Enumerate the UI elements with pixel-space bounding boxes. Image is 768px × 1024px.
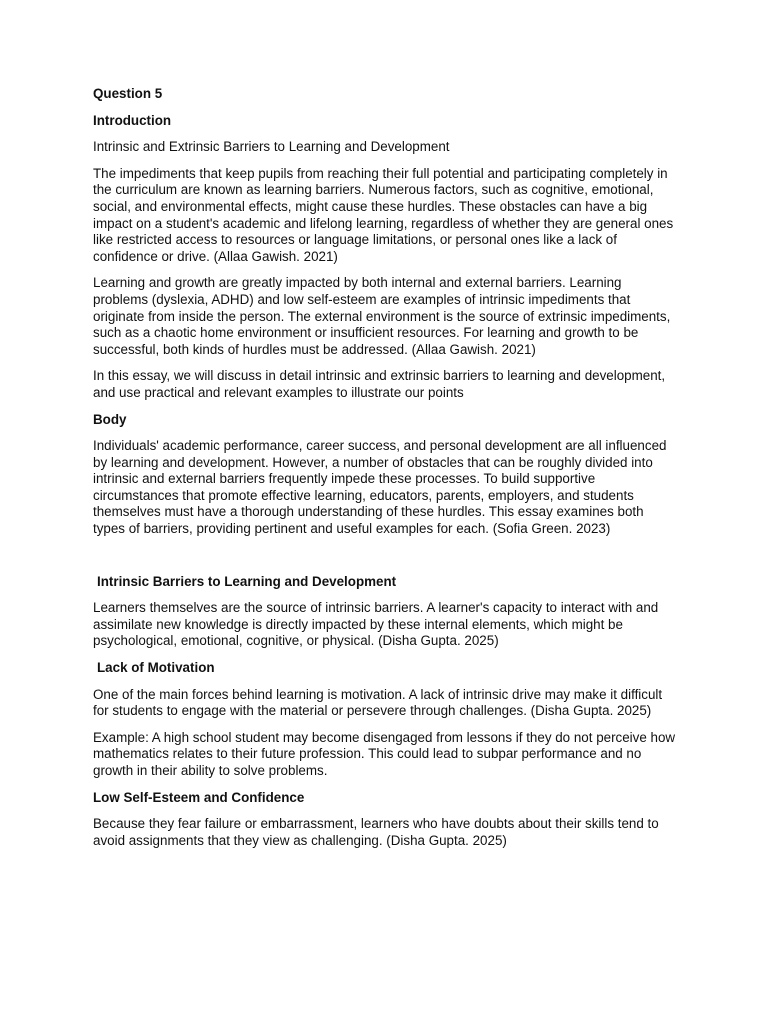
body-heading: Body bbox=[93, 411, 127, 427]
question-number: Question 5 bbox=[93, 86, 163, 101]
essay-title: Intrinsic and Extrinsic Barriers to Learning and Development bbox=[93, 139, 450, 155]
lack-of-motivation-heading: Lack of Motivation bbox=[97, 660, 215, 676]
body-paragraph-1: Individuals' academic performance, career success, and personal development are all influenced by learning and development. However, a number of obstacles that can be roughly divided into intrinsic and external barriers frequently impede these processes. To build supportive circumstances that promote effective learning, educators, parents, employers, and students themselves must have a thorough understanding of these hurdles. This essay examines both types of barriers, providing pertinent and useful examples for each. (Sofia Green. 2023) bbox=[93, 438, 667, 537]
blank-line bbox=[93, 548, 678, 574]
intro-paragraph-1: The impediments that keep pupils from reaching their full potential and participating completely in the curriculum are known as learning barriers. Numerous factors, such as cognitive, emotional, social, and environmental effects, might cause these hurdles. These obstacles can have a big impact on a student's academic and lifelong learning, regardless of whether they are general ones like restricted access to resources or language limitations, or personal ones like a lack of confidence or drive. (Allaa Gawish. 2021) bbox=[93, 165, 674, 264]
introduction-heading: Introduction bbox=[93, 112, 172, 128]
intrinsic-paragraph-1: Learners themselves are the source of intrinsic barriers. A learner's capacity to interact with and assimilate new knowledge is directly impacted by these internal elements, which might be psychological, emotional, cognitive, or physical. (Disha Gupta. 2025) bbox=[93, 600, 659, 649]
document-page bbox=[93, 86, 678, 859]
self-esteem-heading: Low Self-Esteem and Confidence bbox=[93, 789, 305, 805]
intro-paragraph-3: In this essay, we will discuss in detail intrinsic and extrinsic barriers to learning and development, and use practical and relevant examples to illustrate our points bbox=[93, 368, 666, 400]
self-esteem-paragraph: Because they fear failure or embarrassment, learners who have doubts about their skills tend to avoid assignments that they view as challenging. (Disha Gupta. 2025) bbox=[93, 816, 659, 848]
intrinsic-barriers-heading: Intrinsic Barriers to Learning and Development bbox=[97, 573, 397, 589]
motivation-paragraph: One of the main forces behind learning is motivation. A lack of intrinsic drive may make it difficult for students to engage with the material or persevere through challenges. (Disha Gupta. 2025) bbox=[93, 686, 663, 719]
intro-paragraph-2: Learning and growth are greatly impacted by both internal and external barriers. Learning problems (dyslexia, ADHD) and low self-esteem are examples of intrinsic impediments that originate from inside the person. The external environment is the source of extrinsic impediments, such as a chaotic home environment or insufficient resources. For learning and growth to be successful, both kinds of hurdles must be addressed. (Allaa Gawish. 2021) bbox=[93, 275, 671, 357]
motivation-example: Example: A high school student may become disengaged from lessons if they do not perceive how mathematics relates to their future profession. This could lead to subpar performance and no growth in their ability to solve problems. bbox=[93, 729, 676, 778]
